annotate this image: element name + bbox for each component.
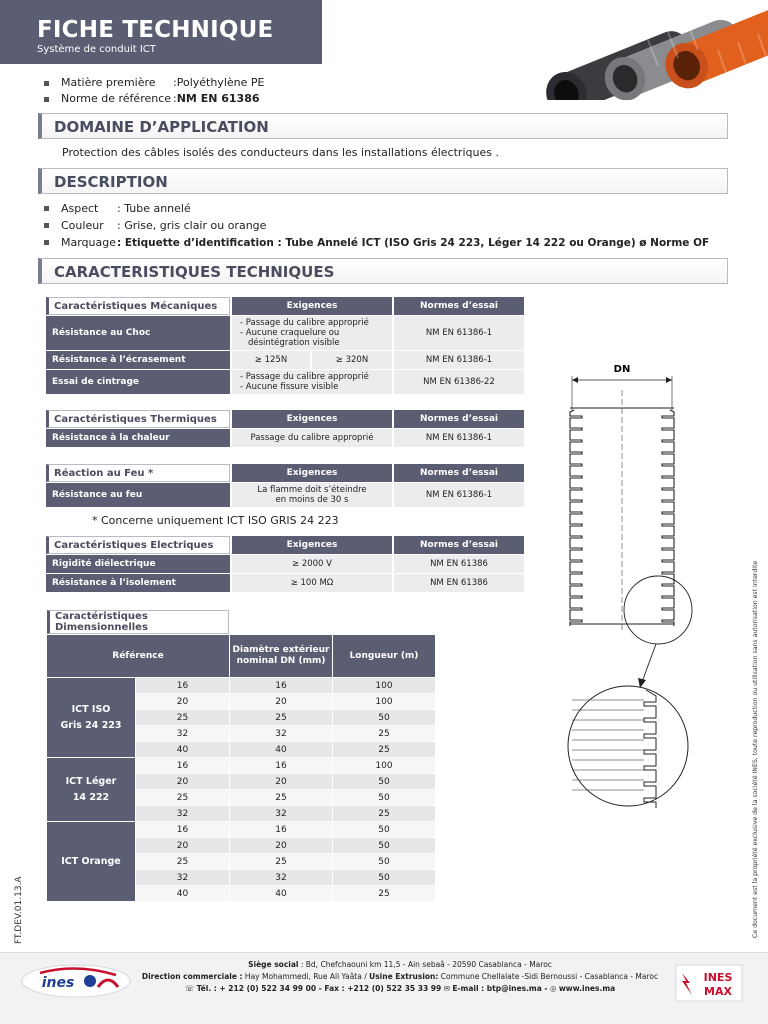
- intro-item-norme: Norme de référence : NM EN 61386: [44, 91, 264, 107]
- description-list: [44, 200, 709, 251]
- dimensionnelles-title: Caractéristiques Dimensionnelles: [47, 610, 229, 634]
- svg-text:ines: ines: [41, 975, 75, 991]
- dim-cell-diametre: 25: [230, 710, 332, 725]
- table-mecaniques: [44, 296, 526, 395]
- dim-cell-diametre: 40: [230, 742, 332, 757]
- header-exigences: Exigences: [232, 410, 392, 428]
- header-normes: Normes d’essai: [394, 297, 524, 315]
- intro-list: [44, 75, 264, 107]
- dim-cell-diametre: 16: [230, 678, 332, 693]
- dim-cell-longueur: 25: [333, 806, 435, 821]
- dim-cell-diametre: 16: [230, 758, 332, 773]
- detail-circle-large: [568, 686, 688, 806]
- phone-icon: ☏: [184, 984, 195, 993]
- dim-cell-longueur: 50: [333, 854, 435, 869]
- dim-cell-reference: 25: [136, 854, 229, 869]
- dim-cell-longueur: 50: [333, 790, 435, 805]
- mecaniques-title: Caractéristiques Mécaniques: [46, 297, 230, 315]
- document-code: FT.DEV.01.13.A: [14, 876, 24, 944]
- dim-cell-reference: 16: [136, 822, 229, 837]
- dim-cell-reference: 40: [136, 742, 229, 757]
- dim-cell-longueur: 50: [333, 822, 435, 837]
- page-title: FICHE TECHNIQUE: [37, 17, 274, 43]
- table-thermiques: [44, 409, 526, 448]
- row-chaleur: Résistance à la chaleur Passage du calibre approprié NM EN 61386-1: [46, 429, 524, 447]
- dim-cell-longueur: 50: [333, 870, 435, 885]
- table-feu: [44, 463, 526, 508]
- header-diametre: Diamètre extérieur nominal DN (mm): [230, 635, 332, 677]
- section-description: DESCRIPTION: [38, 168, 728, 194]
- dim-cell-diametre: 25: [230, 854, 332, 869]
- bullet-square-icon: [44, 81, 49, 86]
- dim-row: [47, 758, 435, 773]
- thermiques-title: Caractéristiques Thermiques: [46, 410, 230, 428]
- header-exigences: Exigences: [232, 536, 392, 554]
- description-couleur: Couleur : Grise, gris clair ou orange: [44, 217, 709, 234]
- footer-address: Siège social : Bd, Chefchaouni km 11,5 - Ain sebaâ - 20590 Casablanca - Maroc Direction commerciale : Hay Mohammedi, Rue Ali Yaâta / Usine Extrusion: Commune Chellalate -Sidi Bernoussi - Casablanca - Maroc ☏ Tél. : + 212 (0) 522 34 99 00 - Fax : +212 (0) 522 35 33 99 ✉ E-mail : btp@ines.ma - ◎ www.ines.ma: [141, 960, 659, 993]
- conduit-tubes-image: [528, 0, 768, 100]
- domaine-text: Protection des câbles isolés des conducteurs dans les installations électriques .: [62, 146, 499, 159]
- bullet-square-icon: [44, 206, 49, 211]
- ines-max-logo-right: [672, 961, 746, 1005]
- dim-cell-longueur: 50: [333, 710, 435, 725]
- dim-row: [47, 678, 435, 693]
- dim-cell-longueur: 50: [333, 774, 435, 789]
- header-normes: Normes d’essai: [394, 410, 524, 428]
- header-reference: Référence: [47, 635, 229, 677]
- header-normes: Normes d’essai: [394, 464, 524, 482]
- orange-tube: [659, 0, 768, 95]
- dim-cell-diametre: 40: [230, 886, 332, 901]
- row-isolement: Résistance à l’isolement ≥ 100 MΩ NM EN 61386: [46, 574, 524, 592]
- dim-cell-diametre: 20: [230, 838, 332, 853]
- row-cintrage: Essai de cintrage - Passage du calibre approprié - Aucune fissure visible NM EN 61386-22: [46, 370, 524, 394]
- header-normes: Normes d’essai: [394, 536, 524, 554]
- dim-cell-longueur: 100: [333, 678, 435, 693]
- table-dimensionnelles: [46, 609, 436, 902]
- legal-notice: Ce document est la propriété exclusive de la société INES, toute reproduction ou utilisation sans autorisation est interdite: [752, 560, 759, 938]
- dim-cell-longueur: 25: [333, 886, 435, 901]
- dim-cell-longueur: 25: [333, 726, 435, 741]
- footer-web[interactable]: www.ines.ma: [558, 984, 616, 993]
- dim-cell-diametre: 32: [230, 806, 332, 821]
- page-subtitle: Système de conduit ICT: [37, 44, 156, 55]
- ines-logo-left: [20, 959, 132, 999]
- dim-cell-reference: 25: [136, 710, 229, 725]
- dim-cell-diametre: 32: [230, 870, 332, 885]
- section-domaine: DOMAINE D’APPLICATION: [38, 113, 728, 139]
- dim-group-name: ICT Orange: [47, 822, 135, 901]
- header-longueur: Longueur (m): [333, 635, 435, 677]
- table-electriques: [44, 535, 526, 593]
- dim-cell-reference: 40: [136, 886, 229, 901]
- footer-mail[interactable]: E-mail : btp@ines.ma -: [452, 984, 548, 993]
- header-band: [0, 0, 322, 64]
- header-exigences: Exigences: [232, 297, 392, 315]
- dim-cell-reference: 32: [136, 726, 229, 741]
- electriques-title: Caractéristiques Electriques: [46, 536, 230, 554]
- footer: [0, 952, 768, 1024]
- dim-cell-reference: 20: [136, 694, 229, 709]
- dim-group-name: ICT ISO Gris 24 223: [47, 678, 135, 757]
- dn-label: DN: [613, 364, 631, 375]
- intro-item-matiere: Matière première : Polyéthylène PE: [44, 75, 264, 91]
- svg-text:MAX: MAX: [704, 985, 732, 998]
- dim-cell-longueur: 25: [333, 742, 435, 757]
- globe-icon: ◎: [549, 984, 557, 993]
- conduit-cross-section-diagram: [560, 360, 700, 810]
- feu-title: Réaction au Feu *: [46, 464, 230, 482]
- dim-cell-diametre: 16: [230, 822, 332, 837]
- row-rigidite: Rigidité diélectrique ≥ 2000 V NM EN 61386: [46, 555, 524, 573]
- description-aspect: Aspect : Tube annelé: [44, 200, 709, 217]
- footer-tel: Tél. : + 212 (0) 522 34 99 00 - Fax : +212 (0) 522 35 33 99: [196, 984, 442, 993]
- detail-circle-small: [624, 576, 692, 644]
- dim-cell-longueur: 50: [333, 838, 435, 853]
- bullet-square-icon: [44, 97, 49, 102]
- dim-cell-longueur: 100: [333, 694, 435, 709]
- row-feu: Résistance au feu La flamme doit s’éteindre en moins de 30 s NM EN 61386-1: [46, 483, 524, 507]
- dim-cell-reference: 32: [136, 806, 229, 821]
- dim-cell-reference: 20: [136, 838, 229, 853]
- header-exigences: Exigences: [232, 464, 392, 482]
- dim-cell-reference: 20: [136, 774, 229, 789]
- dim-cell-reference: 25: [136, 790, 229, 805]
- detail-arrow-head: [638, 678, 646, 688]
- section-caracteristiques: CARACTERISTIQUES TECHNIQUES: [38, 258, 728, 284]
- feu-note: * Concerne uniquement ICT ISO GRIS 24 223: [92, 514, 339, 527]
- dim-cell-diametre: 20: [230, 774, 332, 789]
- dim-group-name: ICT Léger 14 222: [47, 758, 135, 821]
- dim-cell-longueur: 100: [333, 758, 435, 773]
- dim-cell-reference: 16: [136, 678, 229, 693]
- mail-icon: ✉: [443, 984, 450, 993]
- dim-cell-diametre: 32: [230, 726, 332, 741]
- bullet-square-icon: [44, 223, 49, 228]
- dim-cell-diametre: 25: [230, 790, 332, 805]
- dim-row: [47, 822, 435, 837]
- detail-arrow-line: [642, 644, 656, 682]
- dim-cell-reference: 32: [136, 870, 229, 885]
- row-ecrasement: Résistance à l’écrasement ≥ 125N ≥ 320N NM EN 61386-1: [46, 351, 524, 369]
- dim-cell-diametre: 20: [230, 694, 332, 709]
- description-marquage: Marquage : Etiquette d’identification : Tube Annelé ICT (ISO Gris 24 223, Léger 14 222 ou Orange) ø Norme OF: [44, 234, 709, 251]
- row-choc: Résistance au Choc - Passage du calibre approprié - Aucune craquelure ou désintégration visible NM EN 61386-1: [46, 316, 524, 350]
- dim-cell-reference: 16: [136, 758, 229, 773]
- svg-text:INES: INES: [703, 971, 733, 984]
- bullet-square-icon: [44, 240, 49, 245]
